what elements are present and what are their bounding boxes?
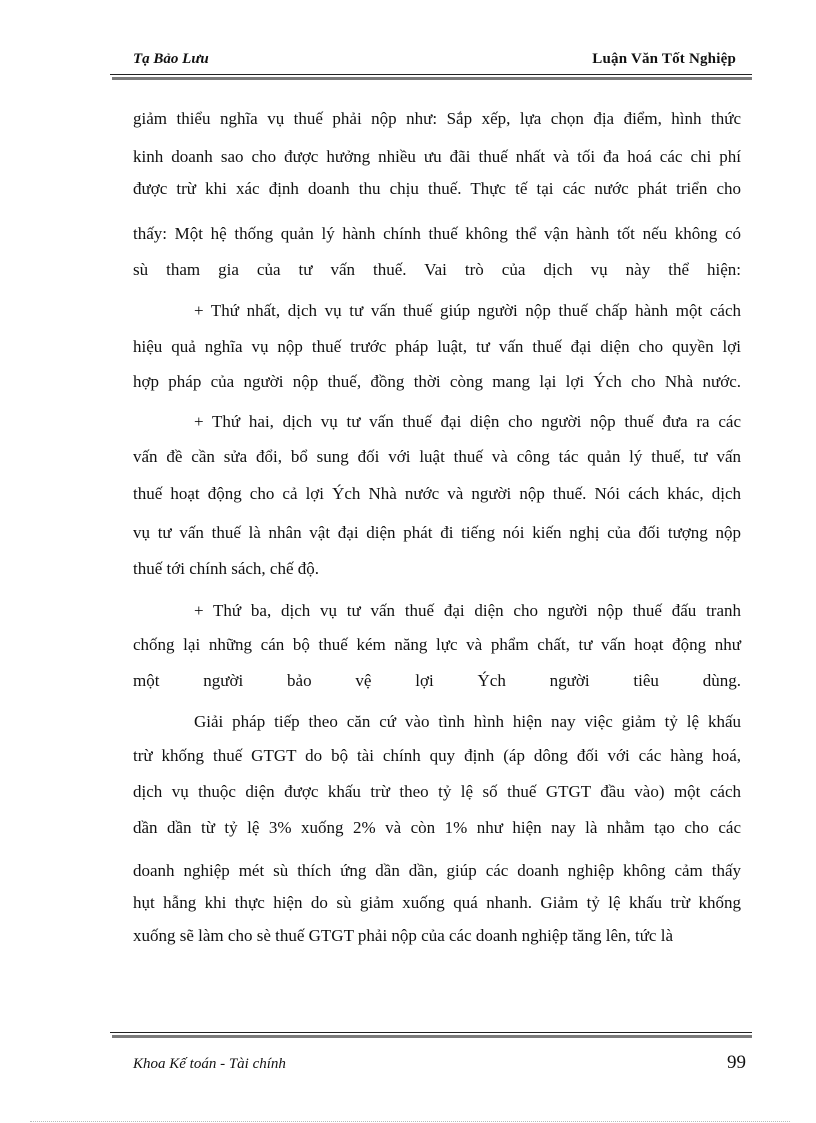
text-line: dần dần từ tỷ lệ 3% xuống 2% và còn 1% như hiện nay là nhằm tạo cho các (133, 818, 741, 837)
text-line: thấy: Một hệ thống quản lý hành chính thuế không thể vận hành tốt nếu không có (133, 224, 741, 243)
text-line: giảm thiểu nghĩa vụ thuế phải nộp như: Sắp xếp, lựa chọn địa điểm, hình thức (133, 109, 741, 128)
text-line: Giải pháp tiếp theo căn cứ vào tình hình hiện nay việc giảm tỷ lệ khấu (194, 712, 741, 731)
text-line: vấn đề cần sửa đổi, bổ sung đối với luật thuế và công tác quản lý thuế, tư vấn (133, 447, 741, 466)
text-line: + Thứ nhất, dịch vụ tư vấn thuế giúp người nộp thuế chấp hành một cách (194, 301, 741, 320)
text-line: hợp pháp của người nộp thuế, đồng thời còng mang lại lợi Ých cho Nhà nước. (133, 372, 741, 391)
text-line: trừ khống thuế GTGT do bộ tài chính quy định (áp dông đối với các hàng hoá, (133, 746, 741, 765)
text-line: một người bảo vệ lợi Ých người tiêu dùng. (133, 671, 741, 690)
footer-rule-shadow (112, 1035, 752, 1038)
header-author: Tạ Bảo Lưu (133, 51, 209, 67)
text-line: hiệu quả nghĩa vụ nộp thuế trước pháp luật, tư vấn thuế đại diện cho quyền lợi (133, 337, 741, 356)
text-line: được trừ khi xác định doanh thu chịu thuế. Thực tế tại các nước phát triển cho (133, 179, 741, 198)
page-number: 99 (727, 1052, 746, 1073)
header-rule (110, 74, 752, 75)
text-line: hụt hẫng khi thực hiện do sù giảm xuống quá nhanh. Giảm tỷ lệ khấu trừ khống (133, 893, 741, 912)
text-line: chống lại những cán bộ thuế kém năng lực và phẩm chất, tư vấn hoạt động như (133, 635, 741, 654)
text-line: doanh nghiệp mét sù thích ứng dần dần, giúp các doanh nghiệp không cảm thấy (133, 861, 741, 880)
bottom-dotted-border (30, 1121, 790, 1122)
footer-rule (110, 1032, 752, 1033)
page-footer (110, 1032, 752, 1072)
header-rule-shadow (112, 77, 752, 80)
text-line: kinh doanh sao cho được hưởng nhiều ưu đãi thuế nhất và tối đa hoá các chi phí (133, 147, 741, 166)
text-line: thuế tới chính sách, chế độ. (133, 559, 320, 578)
text-line: sù tham gia của tư vấn thuế. Vai trò của dịch vụ này thể hiện: (133, 260, 741, 279)
text-line: dịch vụ thuộc diện được khấu trừ theo tỷ lệ số thuế GTGT đầu vào) một cách (133, 782, 741, 801)
text-line: vụ tư vấn thuế là nhân vật đại diện phát đi tiếng nói kiến nghị của đối tượng nộp (133, 523, 741, 542)
text-line: thuế hoạt động cho cả lợi Ých Nhà nước và người nộp thuế. Nói cách khác, dịch (133, 484, 741, 503)
footer-faculty: Khoa Kế toán - Tài chính (133, 1056, 286, 1072)
text-line: xuống sẽ làm cho sè thuế GTGT phải nộp của các doanh nghiệp tăng lên, tức là (133, 926, 673, 945)
text-line: + Thứ ba, dịch vụ tư vấn thuế đại diện cho người nộp thuế đấu tranh (194, 601, 741, 620)
page-header (110, 46, 752, 82)
header-title: Luận Văn Tốt Nghiệp (592, 51, 736, 67)
text-line: + Thứ hai, dịch vụ tư vấn thuế đại diện cho người nộp thuế đưa ra các (194, 412, 741, 431)
